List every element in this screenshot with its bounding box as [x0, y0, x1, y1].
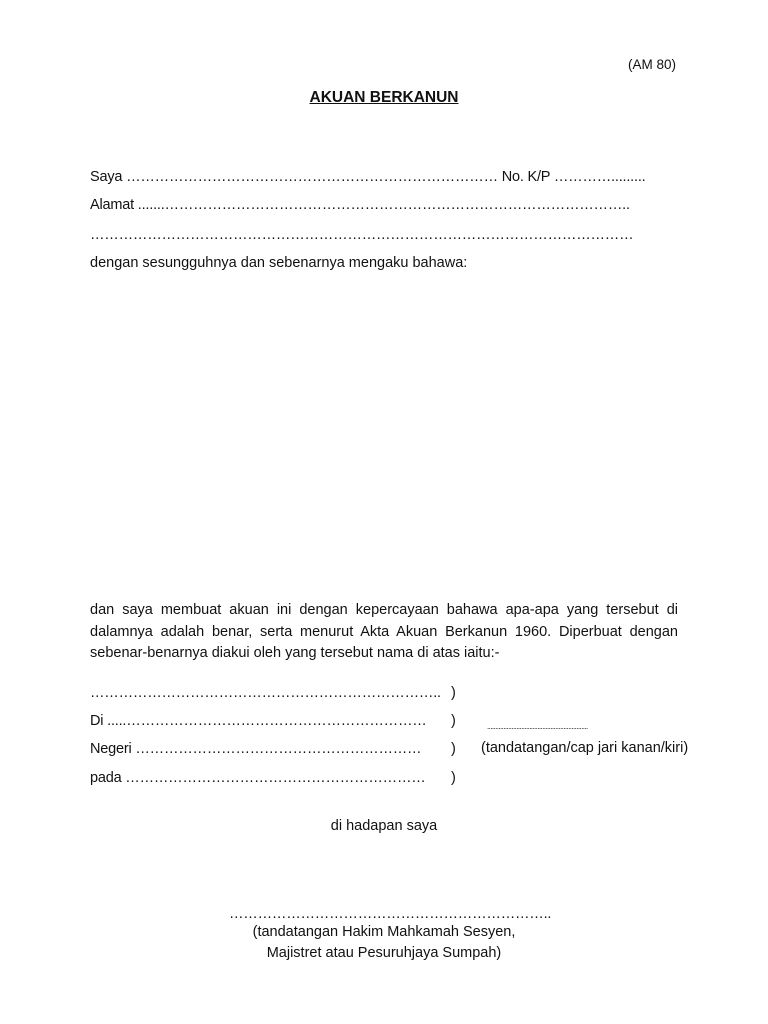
bracket: ) — [451, 770, 456, 786]
form-code: (AM 80) — [628, 57, 677, 72]
attestation-state: Negeri …………………………………………………… — [90, 741, 422, 757]
bracket: ) — [451, 741, 456, 757]
address-line: Alamat .......…………………………………………………………………………………….. — [90, 197, 630, 213]
attestation-place: Di .....……………………………………………………… — [90, 713, 427, 729]
officer-signature-line: ………………………………………………………….. — [229, 906, 552, 922]
officer-signature-caption: (tandatangan Hakim Mahkamah Sesyen, Majistret atau Pesuruhjaya Sumpah) — [252, 924, 516, 961]
bracket: ) — [451, 713, 456, 729]
attestation-line-1: ……………………………………………………………….. — [90, 685, 441, 701]
signature-caption: (tandatangan/cap jari kanan/kiri) — [481, 740, 689, 756]
before-me-text: di hadapan saya — [330, 818, 438, 834]
attestation-date: pada ……………………………………………………… — [90, 770, 426, 786]
signature-line: .............................................................. — [487, 722, 588, 731]
closing-paragraph: dan saya membuat akuan ini dengan kepercayaan bahawa apa-apa yang tersebut di dalamnya adalah benar, serta menurut Akta Akuan Berkanun 1960. Diperbuat dengan sebenar-benarnya diakui oleh yang tersebut nama di atas iaitu:- — [90, 602, 678, 661]
bracket: ) — [451, 685, 456, 701]
declaration-intro: dengan sesungguhnya dan sebenarnya mengaku bahawa: — [90, 255, 468, 271]
address-line-2: …………………………………………………………………………………………………… — [90, 227, 634, 243]
page-title: AKUAN BERKANUN — [309, 89, 459, 106]
name-ic-line: Saya …………………………………………………………………… No. K/P …………......... — [90, 169, 646, 185]
